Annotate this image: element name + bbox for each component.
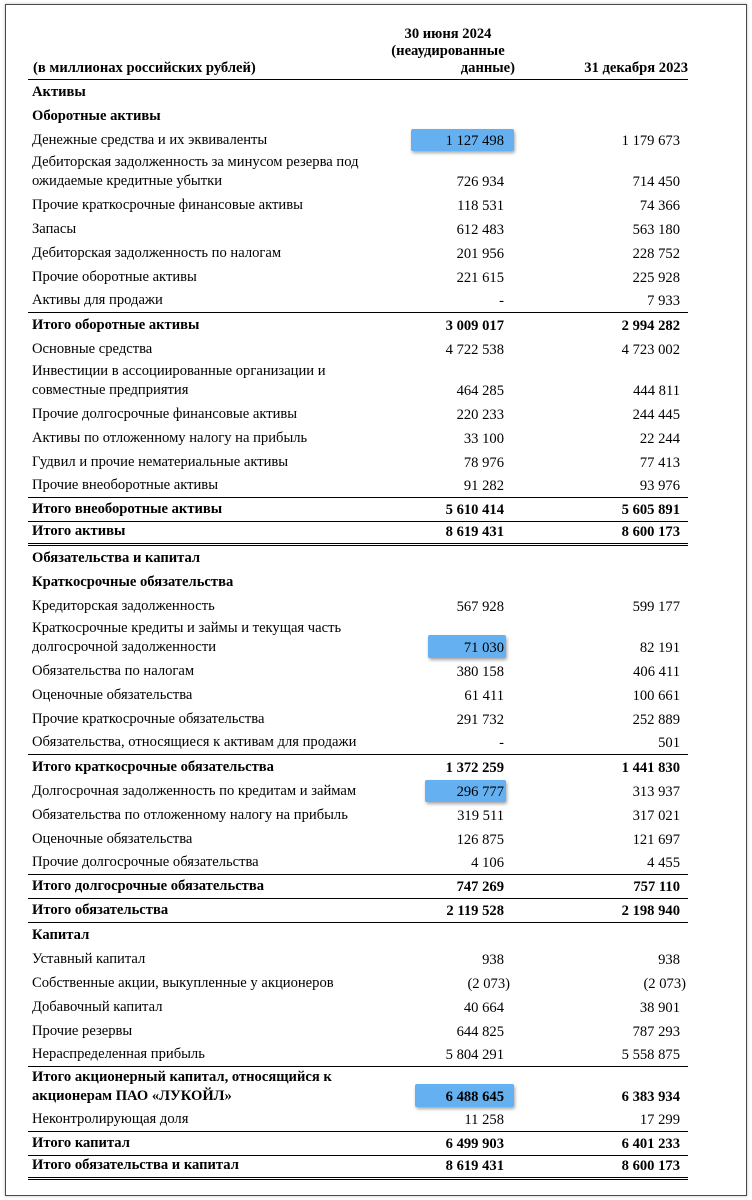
grand-total-row: Итого обязательства и капитал 8 619 431 8 600 173: [28, 1156, 688, 1180]
column-header-june-2024: 30 июня 2024 (неаудированные данные): [391, 26, 515, 76]
table-row: Прочие краткосрочные обязательства 291 732 252 889: [32, 711, 680, 728]
total-row: Итого оборотные активы 3 009 017 2 994 282: [32, 317, 680, 334]
table-row: Запасы 612 483 563 180: [32, 221, 680, 238]
table-row: Прочие краткосрочные финансовые активы 118 531 74 366: [32, 197, 680, 214]
table-row: Основные средства 4 722 538 4 723 002: [32, 341, 680, 358]
balance-sheet: [28, 13, 688, 1180]
section-heading: Активы: [32, 84, 86, 100]
section-heading: Капитал: [32, 927, 90, 943]
table-row: Прочие резервы 644 825 787 293: [32, 1023, 680, 1040]
table-row: Активы по отложенному налогу на прибыль 33 100 22 244: [32, 430, 680, 447]
table-row: Прочие внеоборотные активы 91 282 93 976: [28, 474, 688, 498]
table-row: Активы для продажи - 7 933: [28, 289, 688, 313]
total-row: Итого внеоборотные активы 5 610 414 5 605 891: [28, 498, 688, 522]
total-row: Итого обязательства 2 119 528 2 198 940: [28, 899, 688, 923]
table-row: Прочие долгосрочные обязательства 4 106 4 455: [28, 851, 688, 875]
table-row: Краткосрочные кредиты и займы и текущая часть долгосрочной задолженности 71 030 82 191: [32, 620, 680, 656]
table-row: Гудвил и прочие нематериальные активы 78 976 77 413: [32, 454, 680, 471]
total-row: Итого капитал 6 499 903 6 401 233: [28, 1132, 688, 1156]
grand-total-row: Итого активы 8 619 431 8 600 173: [28, 522, 688, 546]
table-row: Уставный капитал 938 938: [32, 951, 680, 968]
units-label: (в миллионах российских рублей): [33, 60, 256, 76]
table-row: Неконтролирующая доля 11 258 17 299: [28, 1108, 688, 1132]
table-row: Долгосрочная задолженность по кредитам и займам 296 777 313 937: [28, 779, 688, 803]
table-row: Денежные средства и их эквиваленты 1 127 498 1 179 673: [28, 128, 688, 152]
table-row: Обязательства, относящиеся к активам для продажи - 501: [28, 731, 688, 755]
table-row: Добавочный капитал 40 664 38 901: [32, 999, 680, 1016]
table-row: Собственные акции, выкупленные у акционеров (2 073) (2 073): [32, 975, 686, 992]
table-row: Прочие оборотные активы 221 615 225 928: [32, 269, 680, 286]
table-row: Оценочные обязательства 61 411 100 661: [32, 687, 680, 704]
table-row: Дебиторская задолженность по налогам 201 956 228 752: [32, 245, 680, 262]
table-row: Нераспределенная прибыль 5 804 291 5 558 875: [28, 1043, 688, 1067]
table-row: Инвестиции в ассоциированные организации и совместные предприятия 464 285 444 811: [32, 363, 680, 399]
table-row: Оценочные обязательства 126 875 121 697: [32, 831, 680, 848]
subsection-heading: Краткосрочные обязательства: [32, 574, 234, 590]
table-row: Прочие долгосрочные финансовые активы 220 233 244 445: [32, 406, 680, 423]
total-row: Итого краткосрочные обязательства 1 372 259 1 441 830: [32, 759, 680, 776]
total-row: Итого долгосрочные обязательства 747 269 757 110: [28, 875, 688, 899]
total-row: Итого акционерный капитал, относящийся к акционерам ПАО «ЛУКОЙЛ» 6 488 645 6 383 934: [32, 1069, 680, 1105]
table-header: [28, 13, 688, 80]
table-row: Обязательства по налогам 380 158 406 411: [32, 663, 680, 680]
subsection-heading: Оборотные активы: [32, 108, 161, 124]
column-header-dec-2023: 31 декабря 2023: [584, 60, 688, 76]
table-row: Кредиторская задолженность 567 928 599 177: [32, 598, 680, 615]
table-row: Дебиторская задолженность за минусом резерва под ожидаемые кредитные убытки 726 934 714 450: [32, 154, 680, 190]
document-frame: [5, 4, 747, 1196]
section-heading: Обязательства и капитал: [32, 550, 201, 566]
table-row: Обязательства по отложенному налогу на прибыль 319 511 317 021: [32, 807, 680, 824]
